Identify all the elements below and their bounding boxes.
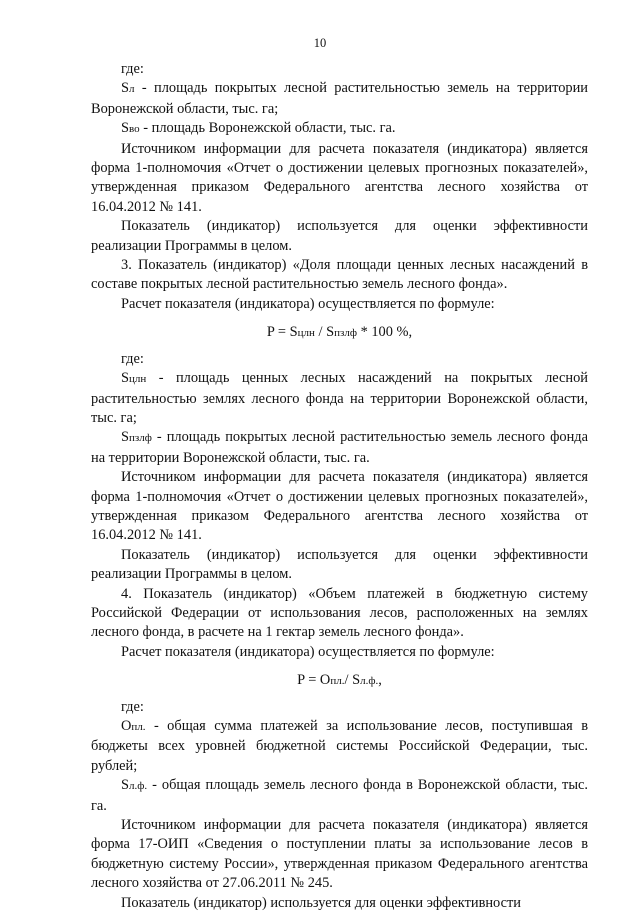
definition-text: - площадь покрытых лесной растительностью земель на территории Воронежской области, тыс. га; <box>91 80 588 117</box>
symbol-subscript: л.ф. <box>129 780 148 793</box>
formula-subscript: пл. <box>330 675 345 688</box>
symbol: O <box>121 718 132 734</box>
formula-part: P = O <box>297 672 331 689</box>
symbol-subscript: во <box>129 123 140 136</box>
formula-part: * 100 %, <box>356 324 413 341</box>
symbol: S <box>121 120 130 137</box>
page-number: 10 <box>313 36 327 50</box>
symbol: S <box>121 80 130 97</box>
symbol: S <box>121 777 130 794</box>
usage-paragraph: Показатель (индикатор) используется для оценки эффективности реализации Программы в целом. <box>91 218 588 254</box>
definition-text: - общая площадь земель лесного фонда в Воронежской области, тыс. га. <box>91 777 588 814</box>
definition-forest-area <box>91 79 588 119</box>
formula-subscript: пзлф <box>334 327 357 340</box>
symbol-subscript: пл. <box>131 721 146 733</box>
formula-intro: Расчет показателя (индикатора) осуществляется по формуле: <box>121 643 495 660</box>
where-label: где: <box>121 61 144 77</box>
indicator-4-heading: 4. Показатель (индикатор) «Объем платежей в бюджетную систему Российской Федерации от использования лесов, расположенных на землях лесного фонда, в расчете на 1 гектар земель лесного фонда». <box>91 585 588 641</box>
formula-part: / S <box>344 672 361 689</box>
where-label: где: <box>121 698 144 715</box>
formula-subscript: цлн <box>297 327 315 340</box>
definition-text: - общая сумма платежей за использование лесов, поступившая в бюджеты всех уровней бюджетной системы Российской Федерации, тыс. рублей; <box>91 718 588 774</box>
source-paragraph: Источником информации для расчета показателя (индикатора) является форма 1-полномочия «Отчет о достижении целевых прогнозных показателей», утвержденная приказом Федерального агентства лесного хозяйства от 16.04.2012 № 141. <box>91 140 588 215</box>
symbol-subscript: л <box>129 83 135 96</box>
usage-paragraph-partial: Показатель (индикатор) используется для оценки эффективности <box>121 894 521 911</box>
definition-payments <box>91 717 588 776</box>
definition-valuable-forest <box>91 369 588 428</box>
document-body <box>91 60 588 913</box>
definition-text: - площадь Воронежской области, тыс. га. <box>139 120 396 137</box>
definition-forest-fund-area <box>91 776 588 816</box>
formula-intro: Расчет показателя (индикатора) осуществляется по формуле: <box>121 295 495 312</box>
source-paragraph: Источником информации для расчета показателя (индикатора) является форма 1-полномочия «Отчет о достижении целевых прогнозных показателей», утвержденная приказом Федерального агентства лесного хозяйства от 16.04.2012 № 141. <box>91 469 588 544</box>
definition-region-area <box>91 119 588 139</box>
indicator-3-heading: 3. Показатель (индикатор) «Доля площади ценных лесных насаждений в составе покрытых лесной растительностью земель лесного фонда». <box>91 257 588 293</box>
formula-1 <box>91 323 588 343</box>
symbol-subscript: цлн <box>129 373 147 386</box>
symbol: S <box>121 429 130 446</box>
formula-2 <box>91 671 588 691</box>
symbol-subscript: пзлф <box>129 432 152 445</box>
formula-part: / S <box>314 324 335 341</box>
definition-covered-forest-fund <box>91 428 588 468</box>
definition-text: - площадь покрытых лесной растительностью земель лесного фонда на территории Воронежской области, тыс. га. <box>91 429 588 466</box>
definition-text: - площадь ценных лесных насаждений на покрытых лесной растительностью землях лесного фонда на территории Воронежской области, тыс. га; <box>91 370 588 426</box>
formula-part: , <box>378 672 382 689</box>
usage-paragraph: Показатель (индикатор) используется для оценки эффективности реализации Программы в целом. <box>91 546 588 583</box>
symbol: S <box>121 370 130 387</box>
where-label: где: <box>121 350 144 367</box>
formula-subscript: л.ф. <box>360 675 379 688</box>
source-paragraph: Источником информации для расчета показателя (индикатора) является форма 17-ОИП «Сведения о поступлении платы за использование лесов в бюджетную систему России», утвержденная приказом Федерального агентства лесного хозяйства от 27.06.2011 № 245. <box>91 817 588 892</box>
formula-part: P = S <box>266 324 298 341</box>
